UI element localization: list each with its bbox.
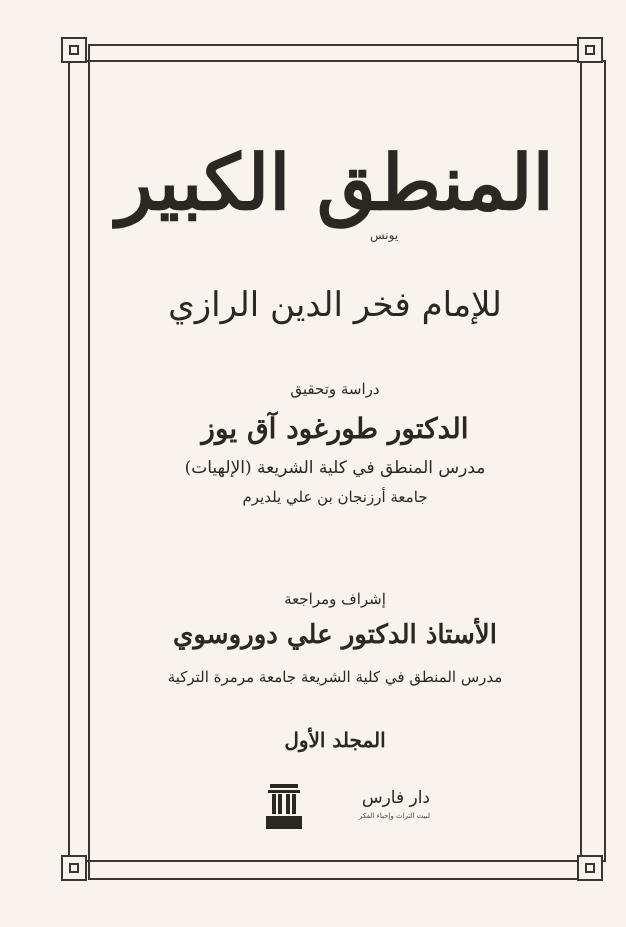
supervision-label: إشراف ومراجعة: [284, 590, 386, 608]
volume-label: المجلد الأول: [284, 728, 386, 752]
cover-content: [100, 70, 570, 850]
corner-ornament-bottom-right: [577, 855, 603, 881]
corner-ornament-top-left: [61, 37, 87, 63]
publisher-logo-icon: [264, 782, 304, 830]
corner-ornament-top-right: [577, 37, 603, 63]
editor-role: مدرس المنطق في كلية الشريعة (الإلهيات): [184, 458, 486, 478]
publisher-name: دار فارس: [361, 788, 430, 808]
author-line: للإمام فخر الدين الرازي: [168, 285, 502, 325]
editor-name: الدكتور طورغود آق يوز: [201, 412, 469, 445]
publisher-tagline: لبيت التراث وإحياء الفكر: [358, 812, 430, 820]
publisher-block: [264, 782, 464, 832]
supervisor-role: مدرس المنطق في كلية الشريعة جامعة مرمرة التركية: [167, 668, 503, 686]
book-title: المنطق الكبير: [116, 138, 554, 227]
title-note: يونس: [370, 228, 399, 242]
editor-university: جامعة أرزنجان بن علي يلديرم: [242, 488, 428, 506]
corner-ornament-bottom-left: [61, 855, 87, 881]
study-label: دراسة وتحقيق: [290, 380, 380, 398]
supervisor-name: الأستاذ الدكتور علي دوروسوي: [173, 620, 497, 650]
